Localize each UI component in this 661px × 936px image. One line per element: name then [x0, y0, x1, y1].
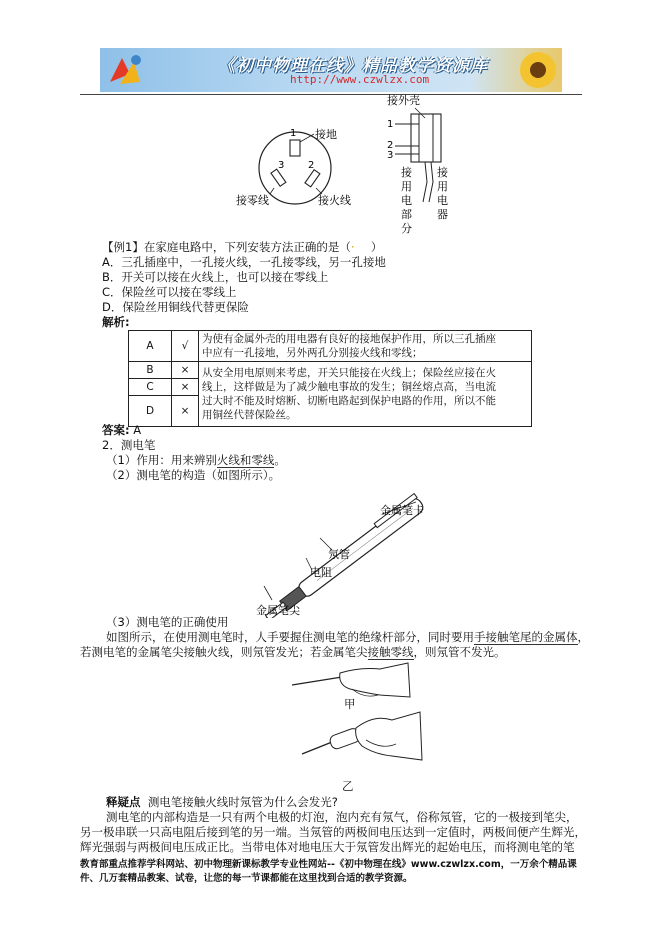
bcd-text: [199, 362, 532, 427]
test-pen-figure: [240, 478, 480, 618]
label-live: 接火线: [318, 194, 351, 207]
section2-item1: [106, 453, 286, 468]
site-url[interactable]: http://www.czwlzx.com: [290, 73, 430, 86]
plug-label-left-4: 分: [401, 222, 412, 235]
row-a-option: A: [129, 331, 172, 362]
doubt-line-3: 辉光强弱与两极间电压成正比。当带电体对地电压大于氖管发出辉光的起始电压，而将测电笔的笔: [80, 840, 575, 854]
doubt-line-1: 测电笔的内部构造是一只有两个电极的灯泡，泡内充有氖气，俗称氖管，它的一极接到笔尖，: [106, 810, 578, 824]
table-row: [129, 331, 532, 362]
bcd-text-line: 从安全用电原则来考虑，开关只能接在火线上；保险丝应接在火: [202, 367, 496, 379]
question-paren: ）: [370, 240, 383, 254]
header-banner: [100, 48, 562, 92]
label-neutral: 接零线: [236, 194, 269, 207]
label-clip: 金属笔卡: [380, 504, 424, 517]
section3-para-line1: [106, 630, 589, 645]
bcd-text-line: 过大时不能及时熔断、切断电路起到保护电路的作用，所以不能: [202, 395, 496, 407]
item1-suffix: 。: [274, 453, 286, 467]
plug-label-left-3: 部: [401, 208, 412, 221]
para1-c: ，: [577, 630, 589, 644]
option-c: C．保险丝可以接在零线上: [102, 285, 237, 299]
bcd-text-line: 用铜丝代替保险丝。: [202, 409, 297, 421]
analysis-table: [128, 330, 532, 427]
row-c-mark: ×: [172, 379, 199, 396]
header-rule: [80, 94, 582, 95]
label-case: 接外壳: [387, 94, 420, 107]
option-d: D．保险丝用铜线代替更保险: [102, 300, 249, 314]
label-tip: 金属笔尖: [256, 604, 300, 617]
plug-figure: [385, 92, 475, 242]
plug-label-left-1: 用: [401, 180, 412, 193]
para1-a: 如图所示，在使用测电笔时，人手要握住测电笔的绝缘杆部分，同时要用: [106, 630, 474, 644]
hole-2: 2: [308, 160, 315, 171]
label-resistor: 电阻: [310, 566, 332, 579]
plug-label-right-1: 用: [437, 180, 448, 193]
para2-c: ，则氖管不发光。: [413, 645, 506, 659]
label-ground: 接地: [315, 128, 337, 141]
row-c-option: C: [129, 379, 172, 396]
section2-item2: （2）测电笔的构造（如图所示）。: [106, 468, 281, 482]
doubt-question: 测电笔接触火线时氖管为什么会发光?: [147, 795, 338, 809]
answer-value: A: [133, 423, 142, 437]
footer-line-2: 件、几万套精品教案、试卷，让您的每一节课都能在这里找到合适的教学资源。: [80, 873, 413, 884]
row-b-option: B: [129, 362, 172, 379]
socket-figure: [230, 118, 380, 218]
plug-label-right-3: 器: [437, 208, 448, 221]
logo-icon: [106, 52, 146, 88]
question-text: 【例1】在家庭电路中，下列安装方法正确的是（: [102, 240, 351, 254]
para1-underlined: 手接触笔尾的金属体: [474, 630, 578, 644]
row-a-text-line: 为使有金属外壳的用电器有良好的接地保护作用，所以三孔插座: [202, 333, 496, 345]
option-b: B．开关可以接在火线上，也可以接在零线上: [102, 270, 329, 284]
row-a-text-line: 中应有一孔接地，另外两孔分别接火线和零线；: [202, 347, 423, 359]
doubt-heading: [106, 795, 338, 810]
pin-3: 3: [387, 150, 394, 161]
pin-2: 2: [387, 140, 394, 151]
hand-figure-yi: [296, 710, 436, 776]
doubt-label: 释疑点: [106, 795, 141, 809]
doubt-line-2: 另一极串联一只高电阻后接到笔的另一端。当氖管的两极间电压达到一定值时，两极间便产生辉光，: [80, 825, 586, 839]
hole-1: 1: [290, 128, 297, 139]
section3-heading: （3）测电笔的正确使用: [106, 615, 229, 629]
label-neon: 氖管: [328, 548, 350, 561]
answer-blank: ·: [350, 240, 355, 254]
sunflower-icon: [512, 48, 562, 92]
footer-line-1: 教育部重点推荐学科网站、初中物理新课标教学专业性网站--《初中物理在线》www.czwlzx.com，一万余个精品课: [80, 859, 577, 870]
plug-label-right-0: 接: [437, 166, 448, 179]
site-title: 《初中物理在线》精品教学资源库: [218, 56, 488, 76]
hole-3: 3: [278, 160, 285, 171]
bcd-text-line: 线上，这样做是为了减少触电事故的发生；铜丝熔点高，当电流: [202, 381, 496, 393]
answer-line: [102, 423, 141, 438]
section2-heading: 2．测电笔: [102, 438, 156, 452]
row-a-text: [199, 331, 532, 362]
table-row: [129, 362, 532, 379]
example-question: [102, 240, 382, 255]
analysis-label: 解析:: [102, 315, 130, 329]
row-a-mark: √: [172, 331, 199, 362]
label-jia: 甲: [344, 697, 356, 711]
row-b-mark: ×: [172, 362, 199, 379]
item1-underlined: 火线和零线: [216, 453, 275, 467]
row-d-mark: ×: [172, 396, 199, 427]
pin-1: 1: [387, 119, 394, 130]
plug-label-left-2: 电: [401, 194, 412, 207]
answer-label: 答案:: [102, 423, 130, 437]
para2-underlined: 接触零线: [367, 645, 414, 659]
label-yi: 乙: [342, 779, 354, 793]
option-a: A．三孔插座中，一孔接火线，一孔接零线，另一孔接地: [102, 255, 386, 269]
para2-a: 若测电笔的金属笔尖接触火线，则氖管发光；若金属笔尖: [80, 645, 368, 659]
plug-label-left-0: 接: [401, 166, 412, 179]
item1-prefix: （1）作用：用来辨别: [106, 453, 217, 467]
plug-label-right-2: 电: [437, 194, 448, 207]
row-d-option: D: [129, 396, 172, 427]
